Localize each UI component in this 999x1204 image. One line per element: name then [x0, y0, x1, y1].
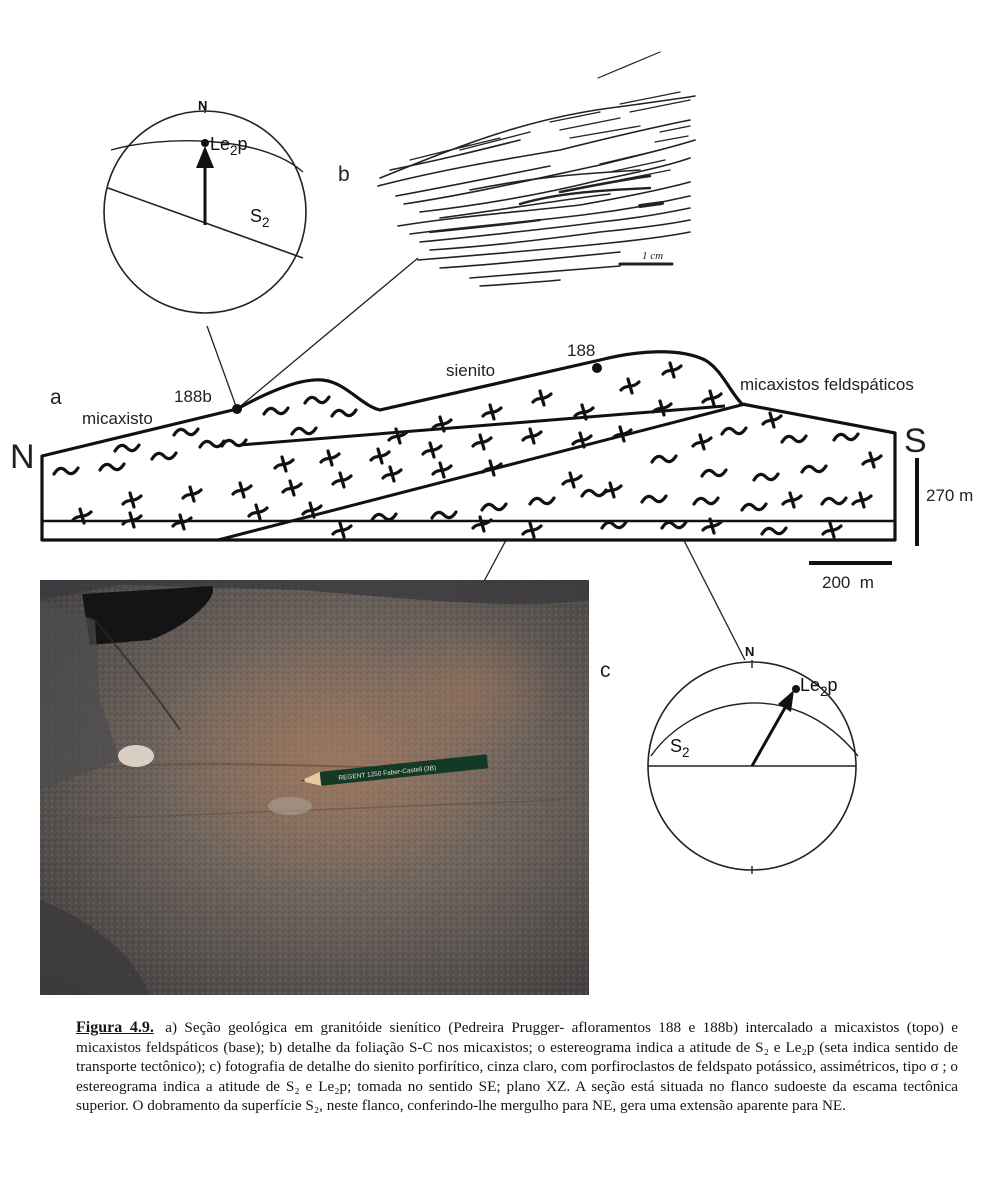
- label-micaxisto: micaxisto: [82, 409, 153, 428]
- label-sienito: sienito: [446, 361, 496, 380]
- vertical-scale-label: 270 m: [926, 486, 974, 505]
- panel-letter-c: c: [600, 659, 611, 682]
- horizontal-scale-label: 200 m: [822, 573, 874, 592]
- label-outcrop-188: 188: [567, 341, 596, 360]
- outcrop-188b-marker: [232, 404, 242, 414]
- label-outcrop-188b: 188b: [174, 387, 212, 406]
- north-label-top: N: [198, 98, 208, 113]
- caption-lead: Figura 4.9.: [76, 1019, 154, 1036]
- lineation-label-bottom: $Le_2p$: [800, 675, 838, 699]
- le2p-pole-top: [201, 139, 209, 147]
- le2p-pole-bottom: [792, 685, 800, 693]
- caption-text: a) Seção geológica em granitóide sienítico (Pedreira Prugger- afloramentos 188 e 188b) intercalado a micaxistos (topo) e micaxistos feldspáticos (base); b) detalhe da foliação S-C nos micaxistos; o estereograma indica a atitude de S₂ e Le₂p (seta indica sentido de transporte tectônico); c) fotografia de detalhe do sienito porfirítico, cinza claro, com porfiroclastos de feldspato potássico, assimétricos, tipo σ ; o estereograma indica a atitude de S₂ e Le₂p; tomada no sentido SE; plano XZ. A seção está situada no flanco sudoeste da escama tectônica superior. O dobramento da superfície S₂, neste flanco, conferindo-lhe mergulho para NE, gera uma extensão aparente para NE.: [76, 1019, 959, 1115]
- scale-label-1cm: 1 cm: [642, 250, 664, 262]
- label-micaxistos-feldspaticos: micaxistos feldspáticos: [740, 375, 914, 394]
- pencil-label: REGENT 1250 Faber-Castell (3B): [338, 764, 437, 782]
- stereogram-top: [104, 106, 306, 313]
- outcrop-photo: [40, 580, 589, 995]
- outcrop-188-marker: [592, 363, 602, 373]
- panel-letter-a: a: [50, 386, 62, 409]
- plane-label-bottom: $S_2$: [670, 736, 690, 760]
- feldspar-porphyroclast: [118, 745, 154, 767]
- plane-label-top: $S_2$: [250, 206, 270, 230]
- figure-caption: [76, 1018, 958, 1116]
- transport-arrow-bottom: [752, 706, 786, 766]
- label-north-N: N: [10, 438, 35, 476]
- lineation-label-top: $Le_2p$: [210, 134, 248, 158]
- north-label-bottom: N: [745, 644, 755, 659]
- panel-letter-b: b: [338, 163, 350, 186]
- label-south-S: S: [904, 422, 927, 460]
